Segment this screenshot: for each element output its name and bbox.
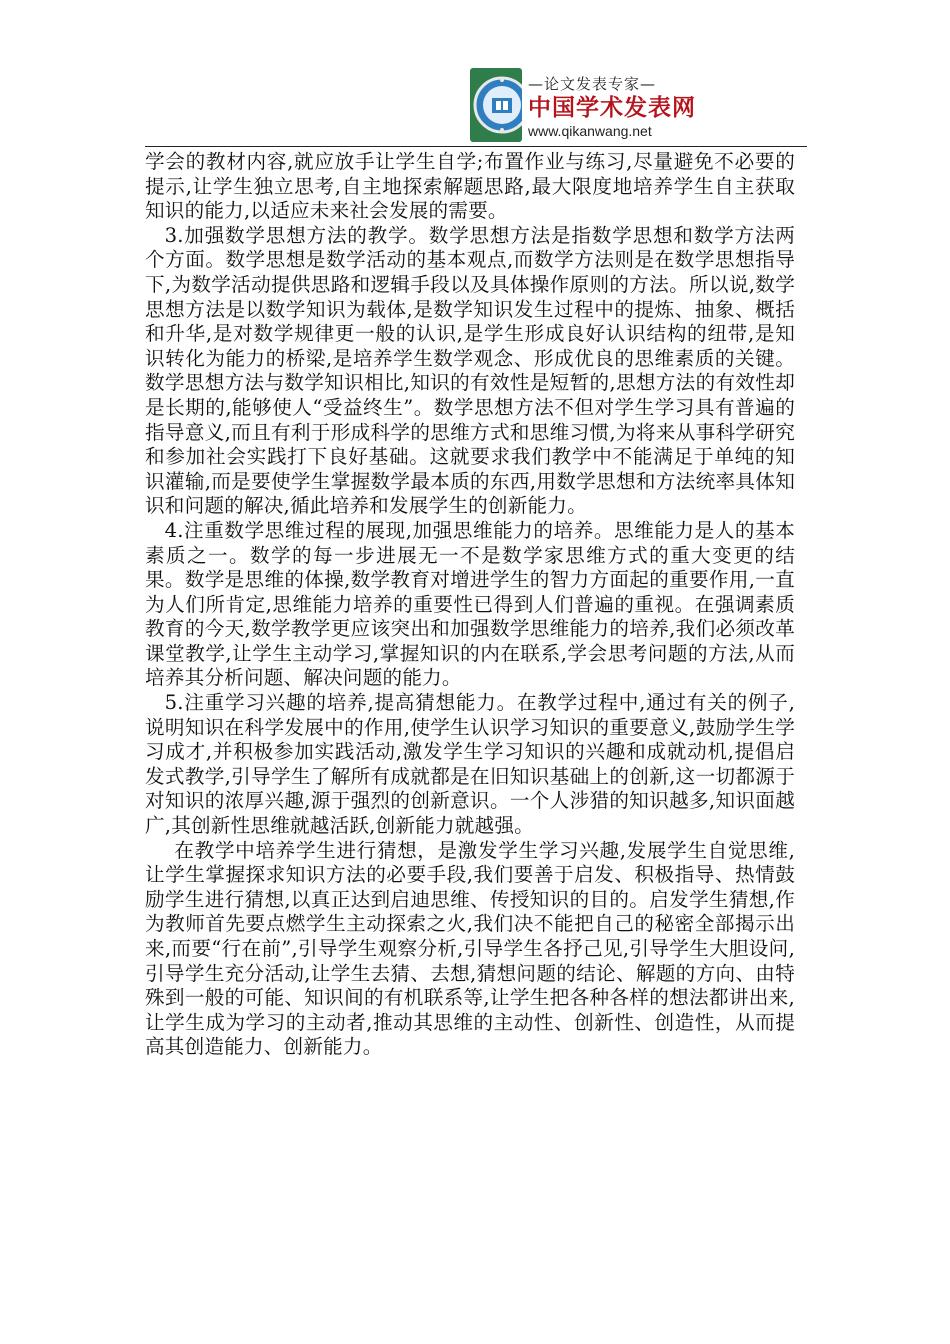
paragraph-4: 4.注重数学思维过程的展现,加强思维能力的培养。思维能力是人的基本素质之一。数学的每一步进展无一不是数学家思维方式的重大变更的结果。数学是思维的体操,数学教育对增进学生的智力方面起的重要作用,一直为人们所肯定,思维能力培养的重要性已得到人们普遍的重视。在强调素质教育的今天,数学教学更应该突出和加强数学思维能力的培养,我们必须改革课堂教学,让学生主动学习,掌握知识的内在联系,学会思考问题的方法,从而培养其分析问题、解决问题的能力。	[145, 518, 795, 690]
paragraph-5: 5.注重学习兴趣的培养,提高猜想能力。在教学过程中,通过有关的例子,说明知识在科学发展中的作用,使学生认识学习知识的重要意义,鼓励学生学习成才,并积极参加实践活动,激发学生学习知识的兴趣和成就动机,提倡启发式教学,引导学生了解所有成就都是在旧知识基础上的创新,这一切都源于对知识的浓厚兴趣,源于强烈的创新意识。一个人涉猎的知识越多,知识面越广,其创新性思维就越活跃,创新能力就越强。	[145, 691, 795, 838]
paragraph-3: 3.加强数学思想方法的教学。数学思想方法是指数学思想和数学方法两个方面。数学思想是数学活动的基本观点,而数学方法则是在数学思想指导下,为数学活动提供思路和逻辑手段以及具体操作原则的方法。所以说,数学思想方法是以数学知识为载体,是数学知识发生过程中的提炼、抽象、概括和升华,是对数学规律更一般的认识,是学生形成良好认识结构的纽带,是知识转化为能力的桥梁,是培养学生数学观念、形成优良的思维素质的关键。数学思想方法与数学知识相比,知识的有效性是短暂的,思想方法的有效性却是长期的,能够使人“受益终生”。数学思想方法不但对学生学习具有普遍的指导意义,而且有利于形成科学的思维方式和思维习惯,为将来从事科学研究和参加社会实践打下良好基础。这就要求我们教学中不能满足于单纯的知识灌输,而是要使学生掌握数学最本质的东西,用数学思想和方法统率具体知识和问题的解决,循此培养和发展学生的创新能力。	[145, 223, 795, 518]
logo-brand-name: 中国学术发表网	[528, 95, 696, 121]
paragraph-guessing: 在教学中培养学生进行猜想，是激发学生学习兴趣,发展学生自觉思维,让学生掌握探求知识方法的必要手段,我们要善于启发、积极指导、热情鼓励学生进行猜想,以真正达到启迪思维、传授知识的目的。启发学生猜想,作为教师首先要点燃学生主动探索之火,我们决不能把自己的秘密全部揭示出来,而要“行在前”,引导学生观察分析,引导学生各抒己见,引导学生大胆设问,引导学生充分活动,让学生去猜、去想,猜想问题的结论、解题的方向、由特殊到一般的可能、知识间的有机联系等,让学生把各种各样的想法都讲出来,让学生成为学习的主动者,推动其思维的主动性、创新性、创造性，从而提高其创造能力、创新能力。	[145, 838, 795, 1059]
logo-url: www.qikanwang.net	[528, 123, 652, 139]
article-body	[145, 150, 795, 1060]
header-divider	[145, 146, 807, 147]
logo-slogan: — 论文发表专家 —	[528, 74, 696, 94]
paragraph-continuation: 学会的教材内容,就应放手让学生自学;布置作业与练习,尽量避免不必要的提示,让学生独立思考,自主地探索解题思路,最大限度地培养学生自主获取知识的能力,以适应未来社会发展的需要。	[145, 150, 795, 223]
site-logo	[470, 68, 696, 146]
emblem-icon	[470, 68, 522, 142]
